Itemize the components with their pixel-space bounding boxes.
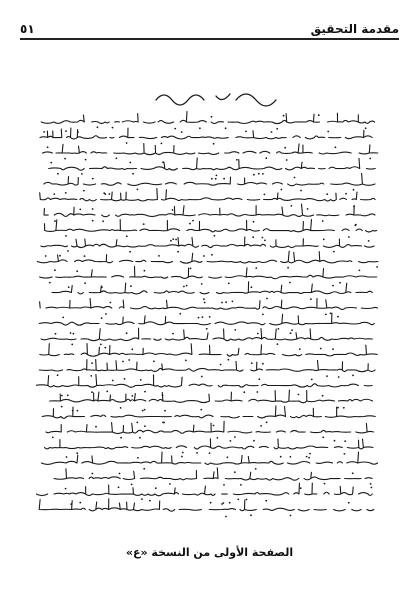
manuscript-dot — [79, 209, 81, 211]
manuscript-dot — [221, 503, 223, 505]
manuscript-line — [40, 299, 378, 310]
manuscript-dot — [253, 440, 255, 442]
manuscript-dot — [199, 127, 201, 129]
manuscript-dot — [201, 283, 203, 285]
manuscript-dot — [106, 391, 108, 393]
manuscript-dot — [223, 178, 225, 180]
manuscript-dot — [85, 159, 87, 161]
manuscript-dot — [162, 161, 164, 163]
manuscript-line — [36, 360, 375, 372]
manuscript-dot — [225, 516, 227, 518]
manuscript-dot — [67, 250, 69, 252]
manuscript-dot — [200, 409, 202, 411]
manuscript-dot — [182, 452, 184, 454]
manuscript-dot — [277, 343, 279, 345]
manuscript-dot — [164, 410, 166, 412]
manuscript-dot — [300, 487, 302, 489]
manuscript-dot — [276, 128, 278, 130]
manuscript-dot — [216, 175, 218, 177]
manuscript-dot — [234, 436, 236, 438]
manuscript-line — [40, 189, 375, 201]
manuscript-dot — [91, 362, 93, 364]
manuscript-dot — [271, 131, 273, 133]
manuscript-dot — [84, 255, 86, 257]
manuscript-dot — [250, 514, 252, 516]
manuscript-dot — [144, 425, 146, 427]
manuscript-dot — [189, 223, 191, 225]
manuscript-dot — [172, 333, 174, 335]
manuscript-dot — [280, 456, 282, 458]
manuscript-dot — [290, 456, 292, 458]
manuscript-dot — [52, 437, 54, 439]
manuscript-dot — [215, 178, 217, 180]
manuscript-dot — [54, 269, 56, 271]
manuscript-dot — [311, 379, 313, 381]
manuscript-dot — [352, 472, 354, 474]
manuscript-dot — [143, 468, 145, 470]
manuscript-dot — [348, 236, 350, 238]
manuscript-dot — [353, 189, 355, 191]
manuscript-dot — [210, 502, 212, 504]
manuscript-dot — [139, 437, 141, 439]
manuscript-dot — [344, 440, 346, 442]
manuscript-dot — [309, 453, 311, 455]
manuscript-dot — [169, 483, 171, 485]
manuscript-dot — [211, 116, 213, 118]
manuscript-dot — [91, 391, 93, 393]
manuscript-dot — [104, 347, 106, 349]
manuscript-dot — [253, 221, 255, 223]
manuscript-dot — [209, 316, 211, 318]
manuscript-dot — [334, 440, 336, 442]
manuscript-dot — [234, 471, 236, 473]
manuscript-dot — [217, 437, 219, 439]
manuscript-dot — [251, 286, 253, 288]
manuscript-dot — [371, 487, 373, 489]
manuscript-dot — [327, 131, 329, 133]
manuscript-dot — [61, 406, 63, 408]
page-number: ٥١ — [20, 22, 35, 36]
manuscript-dot — [370, 483, 372, 485]
manuscript-line — [36, 237, 374, 248]
manuscript-dot — [369, 158, 371, 160]
manuscript-dot — [128, 359, 130, 361]
manuscript-dot — [228, 283, 230, 285]
manuscript-dot — [196, 452, 198, 454]
manuscript-dot — [262, 363, 264, 365]
manuscript-dot — [144, 409, 146, 411]
figure-caption: الصفحة الأولى من النسخة «ع» — [125, 546, 294, 559]
manuscript-dot — [47, 146, 49, 148]
manuscript-dot — [306, 456, 308, 458]
manuscript-dot — [43, 131, 45, 133]
manuscript-dot — [53, 193, 55, 195]
manuscript-dot — [174, 128, 176, 130]
manuscript-dot — [281, 189, 283, 191]
manuscript-line — [49, 158, 376, 170]
manuscript-dot — [104, 193, 106, 195]
manuscript-dot — [70, 332, 72, 334]
manuscript-dot — [73, 333, 75, 335]
manuscript-dot — [50, 162, 52, 164]
manuscript-dot — [246, 499, 248, 501]
manuscript-line — [41, 112, 374, 124]
manuscript-dot — [323, 239, 325, 241]
manuscript-dot — [132, 173, 134, 175]
manuscript-line — [39, 313, 374, 325]
manuscript-dot — [325, 314, 327, 316]
manuscript-dot — [310, 298, 312, 300]
manuscript-dot — [144, 270, 146, 272]
manuscript-dot — [109, 193, 111, 195]
manuscript-dot — [211, 178, 213, 180]
manuscript-line — [44, 390, 372, 403]
manuscript-dot — [144, 391, 146, 393]
manuscript-dot — [237, 499, 239, 501]
manuscript-dot — [49, 282, 51, 284]
manuscript-dot — [262, 237, 264, 239]
manuscript-dot — [203, 298, 205, 300]
manuscript-dot — [245, 131, 247, 133]
manuscript-dot — [54, 220, 56, 222]
manuscript-dot — [266, 298, 268, 300]
manuscript-dot — [181, 456, 183, 458]
manuscript-dot — [124, 378, 126, 380]
manuscript-dot — [365, 127, 367, 129]
manuscript-dot — [209, 452, 211, 454]
manuscript-dot — [294, 177, 296, 179]
manuscript-dot — [339, 282, 341, 284]
manuscript-line — [41, 328, 372, 340]
manuscript-dot — [320, 348, 322, 350]
manuscript-dot — [192, 220, 194, 222]
manuscript-dot — [324, 483, 326, 485]
running-header — [20, 10, 399, 40]
manuscript-line — [36, 375, 372, 388]
manuscript-line — [45, 220, 377, 233]
manuscript-dot — [376, 266, 378, 268]
manuscript-dot — [332, 285, 334, 287]
manuscript-dot — [118, 486, 120, 488]
manuscript-dot — [141, 498, 143, 500]
manuscript-dot — [45, 255, 47, 257]
manuscript-line — [44, 282, 372, 294]
manuscript-dot — [105, 313, 107, 315]
manuscript-dot — [266, 421, 268, 423]
manuscript-dot — [258, 173, 260, 175]
manuscript-dot — [202, 316, 204, 318]
manuscript-dot — [120, 407, 122, 409]
manuscript-dot — [112, 380, 114, 382]
manuscript-dot — [143, 223, 145, 225]
manuscript-dot — [175, 239, 177, 241]
manuscript-dot — [343, 407, 345, 409]
manuscript-dot — [61, 395, 63, 397]
manuscript-dot — [76, 270, 78, 272]
manuscript-dot — [345, 193, 347, 195]
manuscript-dot — [322, 436, 324, 438]
manuscript-dot — [330, 313, 332, 315]
manuscript-dot — [90, 375, 92, 377]
manuscript-dot — [101, 317, 103, 319]
manuscript-dot — [72, 410, 74, 412]
manuscript-line — [43, 144, 378, 155]
manuscript-dot — [181, 131, 183, 133]
manuscript-dot — [258, 378, 260, 380]
manuscript-dot — [140, 379, 142, 381]
manuscript-dot — [333, 251, 335, 253]
manuscript-dot — [213, 143, 215, 145]
manuscript-dot — [64, 158, 66, 160]
manuscript-line — [39, 499, 374, 511]
manuscript-dot — [136, 422, 138, 424]
manuscript-dot — [179, 313, 181, 315]
manuscript-line — [47, 468, 372, 480]
manuscript-dot — [70, 503, 72, 505]
manuscript-dot — [68, 286, 70, 288]
manuscript-dot — [76, 452, 78, 454]
manuscript-dot — [137, 189, 139, 191]
manuscript-dot — [206, 328, 208, 330]
header-title: مقدمة التحقيق — [310, 22, 399, 36]
manuscript-dot — [122, 361, 124, 363]
manuscript-dot — [335, 146, 337, 148]
manuscript-dot — [291, 329, 293, 331]
manuscript-dot — [255, 468, 257, 470]
manuscript-dot — [299, 348, 301, 350]
manuscript-dot — [110, 302, 112, 304]
manuscript-line — [40, 266, 377, 278]
manuscript-dot — [91, 473, 93, 475]
manuscript-dot — [262, 314, 264, 316]
manuscript-dot — [101, 286, 103, 288]
manuscript-dot — [57, 374, 59, 376]
manuscript-dot — [55, 333, 57, 335]
manuscript-dot — [186, 285, 188, 287]
manuscript-dot — [65, 235, 67, 237]
manuscript-dot — [100, 344, 102, 346]
manuscript-dot — [201, 376, 203, 378]
manuscript-dot — [220, 364, 222, 366]
manuscript-dot — [126, 235, 128, 237]
manuscript-dot — [120, 437, 122, 439]
manuscript-dot — [92, 220, 94, 222]
manuscript-dot — [131, 484, 133, 486]
manuscript-dot — [84, 282, 86, 284]
manuscript-dot — [286, 159, 288, 161]
manuscript-dot — [240, 484, 242, 486]
manuscript-dot — [204, 302, 206, 304]
manuscript-dot — [190, 268, 192, 270]
manuscript-dot — [287, 267, 289, 269]
manuscript-dot — [352, 375, 354, 377]
manuscript-dot — [251, 362, 253, 364]
manuscript-dot — [326, 193, 328, 195]
manuscript-dot — [116, 157, 118, 159]
manuscript-dot — [126, 332, 128, 334]
manuscript-line — [46, 421, 373, 433]
manuscript-dot — [129, 251, 131, 253]
manuscript-dot — [81, 173, 83, 175]
manuscript-dot — [83, 190, 85, 192]
manuscript-dot — [291, 205, 293, 207]
manuscript-dot — [198, 317, 200, 319]
manuscript-dot — [221, 302, 223, 304]
manuscript-dot — [230, 440, 232, 442]
manuscript-dot — [142, 410, 144, 412]
manuscript-dot — [344, 453, 346, 455]
manuscript-dot — [234, 329, 236, 331]
manuscript-dot — [232, 301, 234, 303]
manuscript-dot — [284, 147, 286, 149]
manuscript-dot — [227, 456, 229, 458]
manuscript-dot — [338, 376, 340, 378]
manuscript-dot — [348, 502, 350, 504]
manuscript-dot — [62, 317, 64, 319]
manuscript-dot — [183, 286, 185, 288]
manuscript-line — [45, 439, 373, 449]
manuscript-dot — [161, 143, 163, 145]
manuscript-dot — [257, 333, 259, 335]
manuscript-dot — [92, 178, 94, 180]
manuscript-line — [36, 483, 372, 496]
manuscript-dot — [298, 394, 300, 396]
manuscript-dot — [332, 348, 334, 350]
manuscript-dot — [137, 457, 139, 459]
manuscript-line — [42, 406, 375, 418]
manuscript-dot — [264, 240, 266, 242]
manuscript-dot — [322, 395, 324, 397]
manuscript-dot — [236, 159, 238, 161]
manuscript-dot — [129, 162, 131, 164]
manuscript-dot — [253, 174, 255, 176]
manuscript-dot — [213, 425, 215, 427]
manuscript-dot — [95, 426, 97, 428]
manuscript-dot — [265, 500, 267, 502]
manuscript-dot — [97, 126, 99, 128]
manuscript-line — [40, 344, 378, 357]
manuscript-dot — [225, 301, 227, 303]
manuscript-handwriting — [36, 60, 386, 530]
manuscript-line — [37, 251, 378, 263]
manuscript-dot — [172, 238, 174, 240]
manuscript-dot — [265, 157, 267, 159]
manuscript-dot — [318, 114, 320, 116]
manuscript-dot — [214, 235, 216, 237]
manuscript-dot — [66, 456, 68, 458]
manuscript-dot — [59, 255, 61, 257]
manuscript-dot — [290, 332, 292, 334]
manuscript-dot — [308, 457, 310, 459]
manuscript-dot — [177, 251, 179, 253]
manuscript-dot — [185, 360, 187, 362]
manuscript-dot — [77, 131, 79, 133]
manuscript-dot — [170, 240, 172, 242]
manuscript-dot — [290, 515, 292, 517]
manuscript-dot — [229, 502, 231, 504]
manuscript-dot — [119, 473, 121, 475]
manuscript-dot — [79, 502, 81, 504]
manuscript-dot — [225, 127, 227, 129]
manuscript-dot — [71, 344, 73, 346]
manuscript-dot — [337, 316, 339, 318]
manuscript-dot — [354, 225, 356, 227]
manuscript-dot — [158, 255, 160, 257]
manuscript-dot — [153, 360, 155, 362]
manuscript-dot — [264, 194, 266, 196]
manuscript-dot — [149, 500, 151, 502]
manuscript-dot — [102, 220, 104, 222]
manuscript-dot — [211, 254, 213, 256]
manuscript-dot — [278, 328, 280, 330]
manuscript-line — [40, 128, 372, 139]
manuscript-dot — [155, 487, 157, 489]
manuscript-dot — [65, 130, 67, 132]
manuscript-dot — [65, 192, 67, 194]
manuscript-dot — [307, 208, 309, 210]
manuscript-dot — [203, 255, 205, 257]
manuscript-dot — [255, 267, 257, 269]
manuscript-dot — [172, 209, 174, 211]
manuscript-dot — [77, 410, 79, 412]
manuscript-dot — [359, 270, 361, 272]
manuscript-dot — [163, 422, 165, 424]
manuscript-dot — [289, 282, 291, 284]
manuscript-dot — [223, 484, 225, 486]
manuscript-dot — [131, 348, 133, 350]
manuscript-dot — [260, 425, 262, 427]
manuscript-line — [44, 204, 375, 217]
manuscript-dot — [65, 488, 67, 490]
manuscript-dot — [262, 173, 264, 175]
manuscript-dot — [243, 391, 245, 393]
manuscript-dot — [256, 391, 258, 393]
manuscript-dot — [252, 236, 254, 238]
manuscript-dot — [283, 115, 285, 117]
manuscript-image — [36, 60, 386, 530]
manuscript-dot — [126, 142, 128, 144]
manuscript-dot — [322, 220, 324, 222]
manuscript-dot — [368, 240, 370, 242]
manuscript-dot — [67, 394, 69, 396]
manuscript-dot — [162, 395, 164, 397]
manuscript-dot — [92, 208, 94, 210]
manuscript-dot — [131, 395, 133, 397]
manuscript-dot — [300, 190, 302, 192]
manuscript-line — [44, 173, 375, 185]
manuscript-dot — [57, 173, 59, 175]
manuscript-dot — [130, 285, 132, 287]
manuscript-dot — [228, 359, 230, 361]
manuscript-dot — [326, 375, 328, 377]
manuscript-dot — [112, 127, 114, 129]
manuscript-dot — [337, 407, 339, 409]
